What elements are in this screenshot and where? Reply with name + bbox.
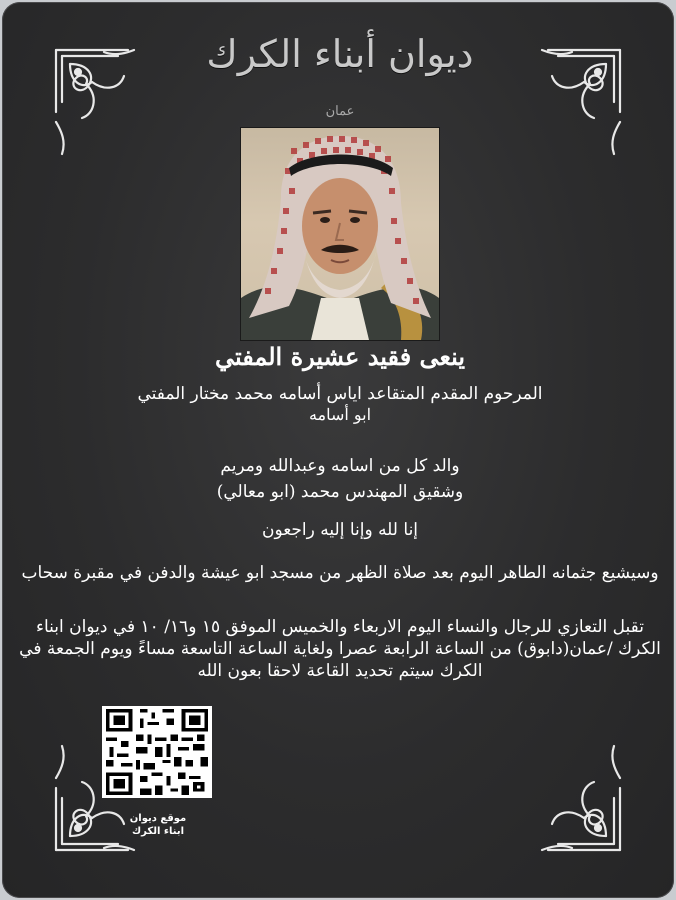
page-title: ديوان أبناء الكرك (206, 32, 474, 76)
verse-line: إنا لله وإنا إليه راجعون (261, 520, 419, 540)
qr-label (100, 812, 216, 838)
funeral-paragraph: وسيشيع جثمانه الطاهر اليوم بعد صلاة الظهر من مسجد ابو عيشة والدفن في مقبرة سحاب (21, 563, 659, 583)
deceased-line: المرحوم المقدم المتقاعد اياس أسامه محمد مختار المفتي (137, 384, 543, 404)
qr-code-icon[interactable] (102, 706, 212, 798)
obituary-card (2, 2, 674, 898)
portrait-photo (240, 127, 440, 341)
condolence-paragraph: تقبل التعازي للرجال والنساء اليوم الاربعاء والخميس الموفق ١٥ و١٦/ ١٠ في ديوان ابناء الكرك /عمان(دابوق) من الساعة الرابعة عصرا ولغاية الساعة التاسعة مساءً ويوم الجمعة في الكرك سيتم تحديد القاعة لاحقا بعون الله (19, 617, 661, 681)
brother-line: وشقيق المهندس محمد (ابو معالي) (216, 482, 464, 502)
headline: ينعى فقيد عشيرة المفتي (214, 342, 466, 371)
father-line: والد كل من اسامه وعبدالله ومريم (220, 456, 460, 476)
city-label: عمان (325, 104, 355, 119)
qr-label-line2: ابناء الكرك (132, 826, 184, 837)
corner-ornament-icon (538, 738, 628, 858)
kunya-line: ابو أسامه (308, 405, 372, 424)
qr-label-line1: موقع ديوان (129, 813, 187, 824)
